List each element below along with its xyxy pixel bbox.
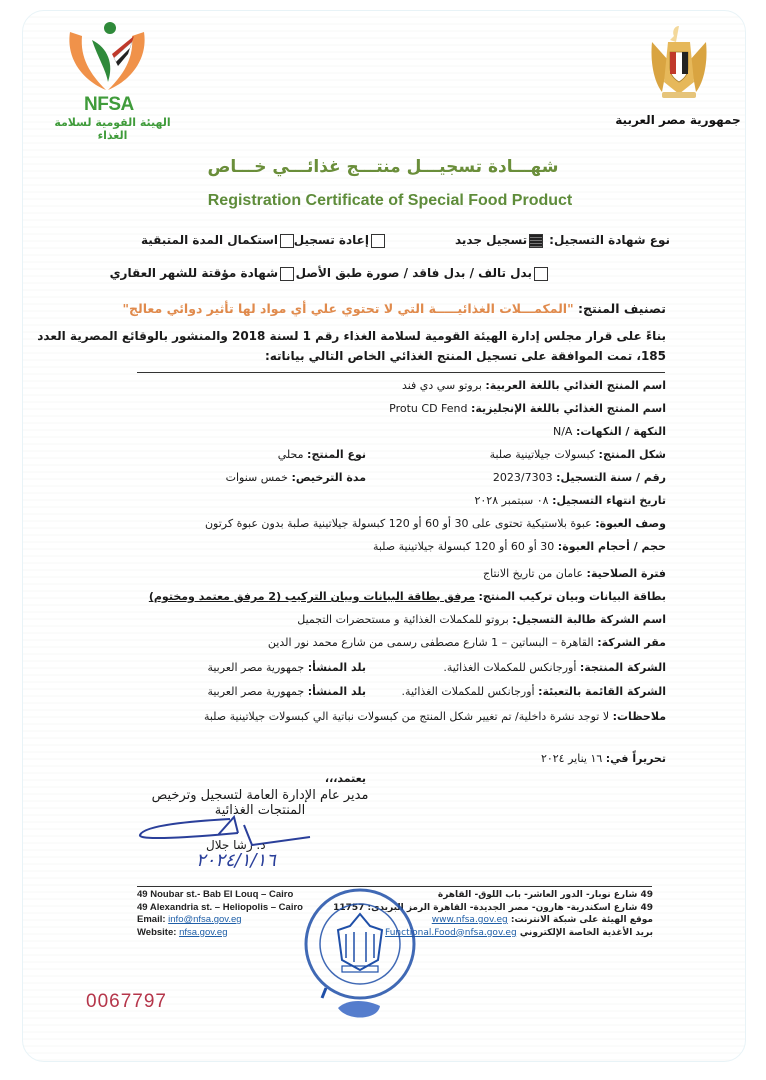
field-form: شكل المنتج: كبسولات جيلاتينية صلبة [489,448,666,461]
classification-value: "المكمـــلات الغذائيـــــة التي لا تحتوي علي أي مواد لها تأثير دوائي معالج" [122,301,574,316]
signatory-name: د. رشا جلال [206,838,266,852]
field-applicant: اسم الشركة طالبة التسجيل: بروتو للمكملات الغذائية و مستحضرات التجميل [297,613,666,626]
email-link[interactable]: info@nfsa.gov.eg [168,914,242,925]
classification-row [123,301,666,316]
website-link-ar[interactable]: www.nfsa.gov.eg [431,915,508,925]
checkbox-checked-icon[interactable] [529,234,543,248]
checkbox-icon[interactable] [280,267,294,281]
signatory-title: مدير عام الإدارة العامة لتسجيل وترخيص المنتجات الغذائية [151,788,369,818]
nfsa-name-ar: الهيئة القومية لسلامة الغذاء [54,116,171,142]
footer-arabic: 49 شارع نوبار- الدور العاشر- باب اللوق- القاهرة 49 شارع اسكندرية- هارون- مصر الجديدة- القاهرة الرمز البريدى: 11757 موقع الهيئة على شبكة الانترنت: www.nfsa.gov.eg بريد الأغذية الخاصة الإلكتروني Functional.Food@nfsa.gov.eg [333,890,653,938]
option-temporary-certificate[interactable]: شهادة مؤقتة للشهر العقاري [110,266,294,281]
title-arabic: شهـــادة تسجيـــل منتـــج غذائـــي خـــاص [207,157,559,177]
field-notes: ملاحظات: لا توجد نشرة داخلية/ تم تغيير شكل المنتج من كبسولات نباتية الي كبسولات جيلاتينية صلبة [203,710,666,723]
registration-type-label: نوع شهادة التسجيل: [549,233,670,248]
title-english: Registration Certificate of Special Food Product [207,192,573,209]
approved-label: يعتمد،،، [324,772,366,785]
field-label-card: بطاقة البيانات وبيان تركيب المنتج: مرفق بطاقة البيانات وبيان التركيب (2 مرفق معتمد ومختوم) [148,590,666,603]
option-new-registration[interactable]: تسجيل جديد [455,233,543,248]
field-reg-number: رقم / سنة التسجيل: 2023/7303 [492,471,666,484]
preamble-line-1: بناءً على قرار مجلس إدارة الهيئة القومية لسلامة الغذاء رقم 1 لسنة 2018 والمنشور بالوقائع المصرية العدد [37,329,666,343]
preamble [37,326,666,366]
field-license-period: مدة الترخيص: خمس سنوات [225,471,366,484]
field-expiry: تاريخ انتهاء التسجيل: ٠٨ سبتمبر ٢٠٢٨ [474,494,666,507]
checkbox-icon[interactable] [534,267,548,281]
checkbox-icon[interactable] [371,234,385,248]
country-name-ar: جمهورية مصر العربية [615,113,741,127]
option-re-registration[interactable]: إعادة تسجيل [294,233,385,248]
preamble-line-2: 185، تمت الموافقة على تسجيل المنتج الغذائي الخاص التالي بياناته: [264,349,666,363]
nfsa-logo-text: NFSA [84,94,134,115]
field-package-sizes: حجم / أحجام العبوة: 30 أو 60 أو 120 كبسولة جيلاتينية صلبة [372,540,666,553]
field-manufacturer-origin: بلد المنشأ: جمهورية مصر العربية [207,661,366,674]
footer-english: 49 Noubar st.- Bab El Louq – Cairo 49 Alexandria st. – Heliopolis – Cairo Email: info@nfsa.gov.eg Website: nfsa.gov.eg [137,889,303,938]
field-name-en: اسم المنتج الغذائي باللغة الإنجليزية: Protu CD Fend [389,402,666,415]
option-remaining-period[interactable]: استكمال المدة المتبقية [141,233,294,248]
field-shelf-life: فترة الصلاحية: عامان من تاريخ الانتاج [483,567,666,580]
divider [137,372,665,373]
website-link[interactable]: nfsa.gov.eg [179,926,228,938]
checkbox-icon[interactable] [280,234,294,248]
field-manufacturer: الشركة المنتجة: أورجانكس للمكملات الغذائية. [443,661,666,674]
field-name-ar: اسم المنتج الغذائي باللغة العربية: بروتو سي دي فند [401,379,666,392]
official-stamp-icon [298,880,428,1030]
egypt-eagle-emblem-icon [648,22,710,104]
serial-number: 0067797 [86,991,167,1012]
field-packer: الشركة القائمة بالتعبئة: أورجانكس للمكملات الغذائية. [401,685,666,698]
handwritten-date: ٢٠٢٤/١/١٦ [196,850,276,871]
registration-type-row [238,233,670,248]
field-product-type: نوع المنتج: محلي [277,448,366,461]
issued-date: تحريراً في: ١٦ يناير ٢٠٢٤ [540,752,666,765]
field-packer-origin: بلد المنشأ: جمهورية مصر العربية [207,685,366,698]
classification-label: تصنيف المنتج: [577,301,666,316]
field-package-desc: وصف العبوة: عبوة بلاستيكية تحتوى على 30 أو 60 أو 120 كبسولة جيلاتينية صلبة بدون عبوة كرتون [204,517,666,530]
option-replacement[interactable]: بدل تالف / بدل فاقد / صورة طبق الأصل [296,266,548,281]
email-link-ar[interactable]: Functional.Food@nfsa.gov.eg [385,927,517,938]
field-hq: مقر الشركة: القاهرة – البساتين – 1 شارع مصطفى رسمى من شارع محمد نور الدين [267,636,666,649]
field-flavor: النكهة / النكهات: N/A [553,425,666,438]
nfsa-logo-icon [62,18,152,98]
